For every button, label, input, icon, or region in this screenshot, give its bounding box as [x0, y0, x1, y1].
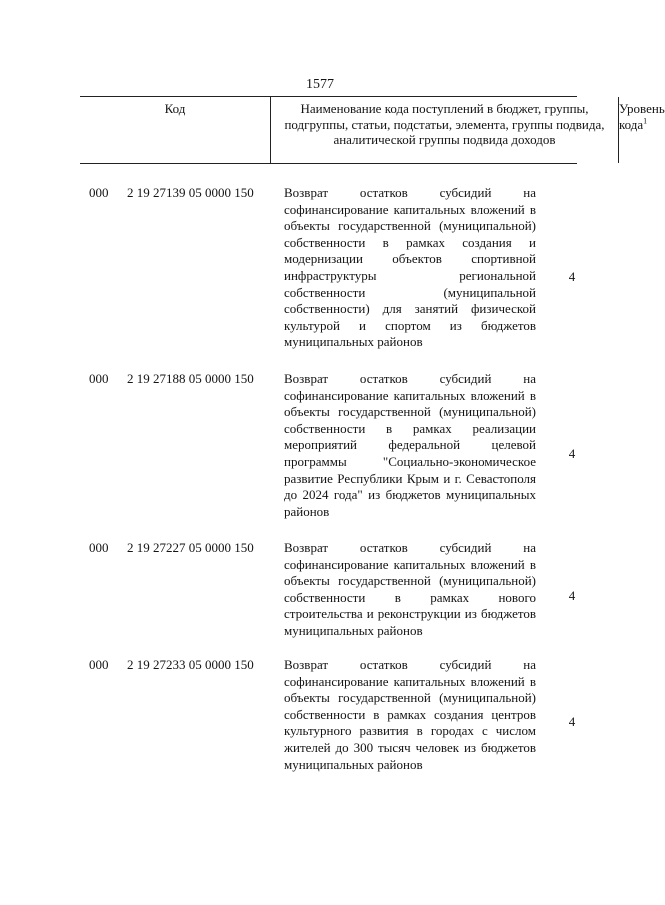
revenue-name: Возврат остатков субсидий на софинансирование капитальных вложений в объекты государственной (муниципальной) собственности в рамках создания центров культурного развития в городах с числом жителей до 300 тысяч человек из бюджетов муниципальных районов	[284, 657, 536, 772]
revenue-code: 2 19 27139 05 0000 150	[127, 185, 254, 200]
footnote-marker: 1	[643, 116, 648, 126]
revenue-code: 2 19 27188 05 0000 150	[127, 371, 254, 386]
code-level: 4	[568, 588, 576, 603]
code-level: 4	[568, 714, 576, 729]
revenue-name: Возврат остатков субсидий на софинансирование капитальных вложений в объекты государственной (муниципальной) собственности в рамках нового строительства и реконструкции из бюджетов муниципальных районов	[284, 540, 536, 638]
revenue-name: Возврат остатков субсидий на софинансирование капитальных вложений в объекты государственной (муниципальной) собственности в рамках создания и модернизации объектов спортивной инфраструктуры региональной собственности (муниципальной собственности) для занятий физической культурой и спортом из бюджетов муниципальных районов	[284, 185, 536, 350]
admin-code: 000	[89, 371, 109, 386]
header-level-label: Уровень кода	[619, 101, 665, 132]
admin-code: 000	[89, 657, 109, 672]
admin-code: 000	[89, 540, 109, 555]
revenue-code: 2 19 27227 05 0000 150	[127, 540, 254, 555]
table-header	[80, 96, 665, 164]
code-level: 4	[568, 446, 576, 461]
header-code: Код	[164, 101, 186, 116]
revenue-name: Возврат остатков субсидий на софинансирование капитальных вложений в объекты государственной (муниципальной) собственности в рамках реализации мероприятий федеральной целевой программы "Социально-экономическое развитие Республики Крым и г. Севастополя до 2024 года" из бюджетов муниципальных районов	[284, 371, 536, 519]
header-name: Наименование кода поступлений в бюджет, группы, подгруппы, статьи, подстатьи, элемента, группы подвида, аналитической группы подвида доходов	[270, 97, 618, 163]
header-level	[618, 97, 665, 163]
admin-code: 000	[89, 185, 109, 200]
revenue-code: 2 19 27233 05 0000 150	[127, 657, 254, 672]
code-level: 4	[568, 269, 576, 284]
page-number: 1577	[306, 77, 334, 92]
